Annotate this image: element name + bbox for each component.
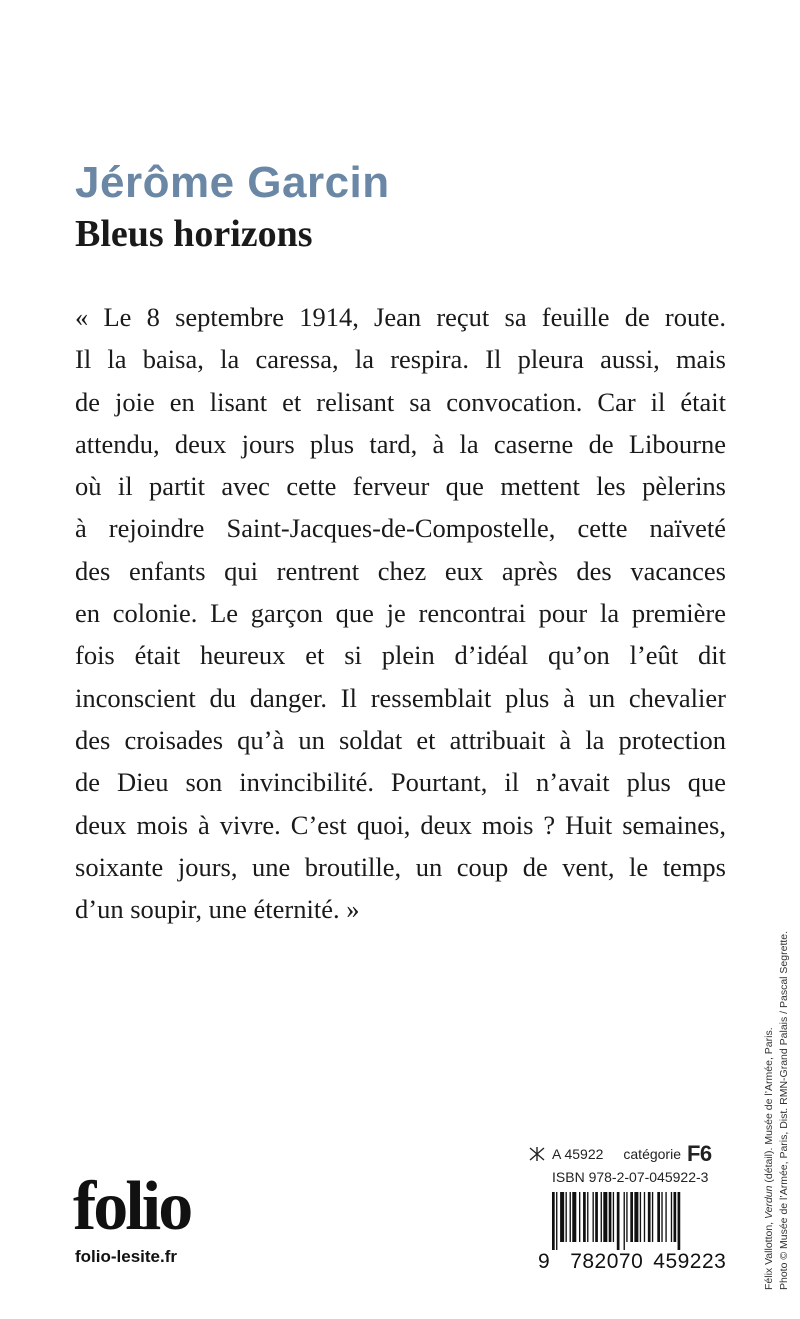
credit-line-2: Photo © Musée de l’Armée, Paris, Dist. RMN-Grand Palais / Pascal Segrette. [778, 930, 790, 1290]
barcode-bar [644, 1192, 645, 1242]
blurb-line: attendu, deux jours plus tard, à la caserne de Libourne [75, 428, 726, 459]
blurb-line: Il la baisa, la caressa, la respira. Il pleura aussi, mais [75, 344, 726, 375]
barcode-bar [613, 1192, 614, 1242]
isbn: ISBN 978-2-07-045922-3 [552, 1169, 709, 1185]
barcode-bar [665, 1192, 666, 1242]
folio-logo: folio [73, 1168, 191, 1245]
barcode-bar [587, 1192, 588, 1242]
reference-number: A 45922 [552, 1146, 604, 1162]
barcode-bar [609, 1192, 612, 1242]
barcode-bar [572, 1192, 576, 1242]
blurb-line: soixante jours, une broutille, un coup de vent, le temps [75, 851, 726, 882]
blurb-line: inconscient du danger. Il ressemblait plus à un chevalier [75, 682, 726, 713]
barcode-bar [634, 1192, 638, 1242]
barcode-bar [603, 1192, 607, 1242]
blurb-line: de Dieu son invincibilité. Pourtant, il n’avait plus que [75, 767, 726, 798]
barcode-bar [579, 1192, 580, 1242]
barcode-bar [552, 1192, 555, 1250]
barcode [551, 1192, 723, 1250]
blurb-line: en colonie. Le garçon que je rencontrai pour la première [75, 598, 726, 629]
barcode-bar [593, 1192, 594, 1242]
book-title: Bleus horizons [75, 213, 313, 255]
barcode-bar [595, 1192, 598, 1242]
blurb-line: deux mois à vivre. C’est quoi, deux mois ? Huit semaines, [75, 809, 726, 840]
barcode-bar [617, 1192, 620, 1250]
barcode-digits [538, 1250, 726, 1274]
barcode-first-digit: 9 [538, 1250, 551, 1273]
blurb-line: de joie en lisant et relisant sa convocation. Car il était [75, 386, 726, 417]
blurb-line: d’un soupir, une éternité. » [75, 894, 360, 925]
category-label: catégorie [623, 1146, 681, 1162]
reference-row [528, 1141, 712, 1167]
image-credit [762, 931, 792, 1290]
blurb-line: « Le 8 septembre 1914, Jean reçut sa feuille de route. [75, 302, 726, 332]
barcode-bar [566, 1192, 567, 1242]
barcode-bar [556, 1192, 557, 1250]
barcode-bar [652, 1192, 653, 1242]
barcode-bar [674, 1192, 677, 1242]
barcode-bar [624, 1192, 625, 1250]
barcode-bar [661, 1192, 662, 1242]
back-cover-blurb [75, 296, 726, 930]
credit-line-1: Félix Vallotton, Verdun (détail). Musée de l’Armée, Paris. [763, 1027, 775, 1290]
author-name: Jérôme Garcin [75, 158, 390, 207]
category-code: F6 [686, 1141, 712, 1166]
blurb-line: des enfants qui rentrent chez eux après des vacances [75, 555, 726, 586]
barcode-group-2: 459223 [653, 1250, 727, 1273]
blurb-line: où il partit avec cette ferveur que mettent les pèlerins [75, 471, 726, 502]
website-link[interactable]: folio-lesite.fr [75, 1247, 178, 1266]
blurb-line: des croisades qu’à un soldat et attribuait à la protection [75, 724, 726, 755]
blurb-line: fois était heureux et si plein d’idéal qu’on l’eût dit [75, 640, 726, 671]
barcode-bar [648, 1192, 651, 1242]
barcode-bar [626, 1192, 627, 1242]
barcode-bar [560, 1192, 564, 1242]
barcode-bar [570, 1192, 571, 1242]
barcode-bar [671, 1192, 672, 1242]
blurb-line: à rejoindre Saint-Jacques-de-Compostelle, cette naïveté [75, 513, 726, 544]
barcode-bar [678, 1192, 681, 1250]
barcode-bar [630, 1192, 633, 1242]
barcode-group-1: 782070 [570, 1250, 644, 1273]
barcode-bar [657, 1192, 660, 1242]
barcode-bar [640, 1192, 641, 1242]
folio-mark-icon [528, 1146, 546, 1162]
barcode-bar [583, 1192, 586, 1242]
barcode-bar [601, 1192, 602, 1242]
